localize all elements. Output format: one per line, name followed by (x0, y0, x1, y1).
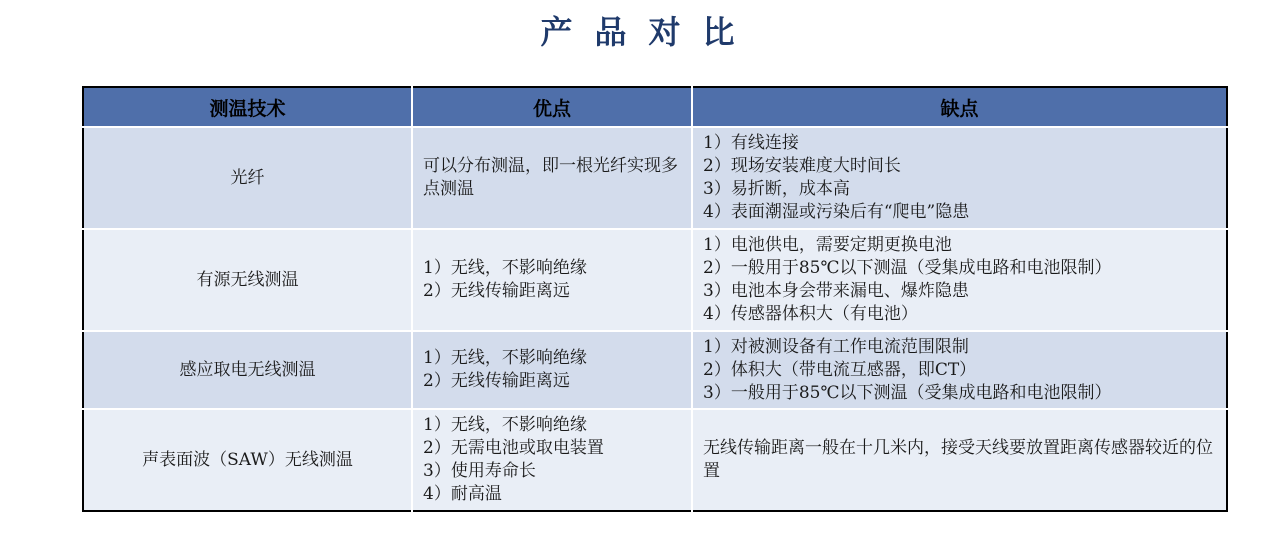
comparison-table (82, 86, 1228, 512)
pros-cell (412, 409, 692, 511)
table-row (83, 409, 1227, 511)
tech-cell: 感应取电无线测温 (83, 331, 412, 409)
pros-cell (412, 229, 692, 331)
cons-cell (692, 229, 1227, 331)
table-row (83, 229, 1227, 331)
pros-item: 可以分布测温，即一根光纤实现多点测温 (423, 156, 678, 199)
cons-item: 2）一般用于85℃以下测温（受集成电路和电池限制） (703, 258, 1112, 278)
cons-cell (692, 127, 1227, 229)
cons-item: 3）一般用于85℃以下测温（受集成电路和电池限制） (703, 382, 1112, 403)
header-tech: 测温技术 (83, 87, 412, 127)
tech-cell: 有源无线测温 (83, 229, 412, 331)
table-row (83, 127, 1227, 229)
pros-item: 3）使用寿命长 (423, 461, 536, 481)
cons-item: 无线传输距离一般在十几米内，接受天线要放置距离传感器较近的位置 (703, 438, 1213, 481)
pros-cell (412, 127, 692, 229)
pros-item: 2）无需电池或取电装置 (423, 438, 604, 458)
pros-item: 4）耐高温 (423, 484, 502, 504)
cons-item: 1）有线连接 (703, 133, 799, 153)
header-pros: 优点 (412, 87, 692, 127)
cons-cell (692, 409, 1227, 511)
cons-item: 3）易折断，成本高 (703, 179, 850, 199)
tech-cell: 光纤 (83, 127, 412, 229)
cons-item: 4）表面潮湿或污染后有“爬电”隐患 (703, 202, 970, 222)
tech-cell: 声表面波（SAW）无线测温 (83, 409, 412, 511)
header-cons: 缺点 (692, 87, 1227, 127)
pros-item: 2）无线传输距离远 (423, 371, 570, 391)
cons-item: 3）电池本身会带来漏电、爆炸隐患 (703, 281, 969, 301)
table-row (83, 331, 1227, 409)
cons-item: 1）对被测设备有工作电流范围限制 (703, 336, 969, 357)
page-title: 产品对比 (540, 13, 757, 51)
pros-cell (412, 331, 692, 409)
cons-item: 2）现场安装难度大时间长 (703, 156, 901, 176)
cons-cell (692, 331, 1227, 409)
cons-item: 1）电池供电，需要定期更换电池 (703, 235, 952, 255)
table-header-row (83, 87, 1227, 127)
cons-item: 2）体积大（带电流互感器，即CT） (703, 359, 977, 380)
pros-item: 2）无线传输距离远 (423, 281, 570, 301)
pros-item: 1）无线，不影响绝缘 (423, 258, 587, 278)
pros-item: 1）无线，不影响绝缘 (423, 348, 587, 368)
pros-item: 1）无线，不影响绝缘 (423, 415, 587, 435)
cons-item: 4）传感器体积大（有电池） (703, 304, 918, 324)
